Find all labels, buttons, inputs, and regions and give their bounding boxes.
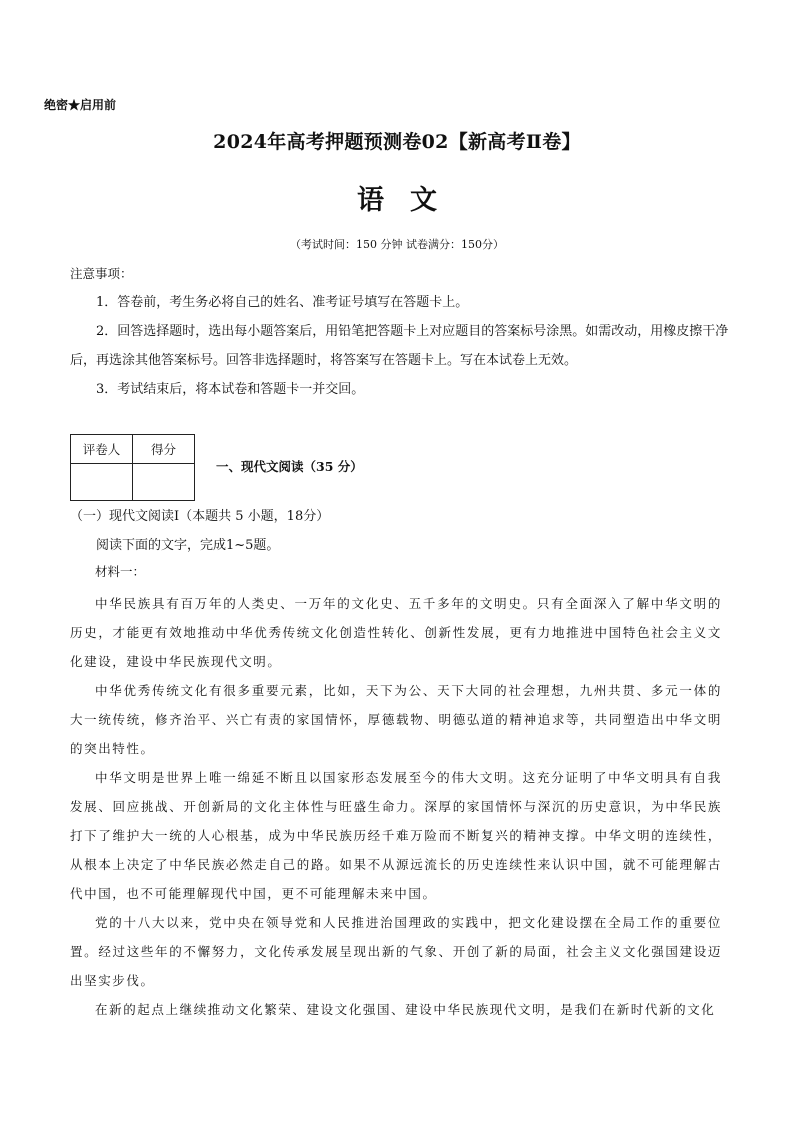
exam-info: （考试时间：150 分钟 试卷满分：150分）: [290, 238, 504, 251]
grader-header: 评卷人: [71, 435, 133, 464]
notice-title: 注意事项：: [70, 266, 133, 281]
reading-instruction: 阅读下面的文字，完成1~5题。: [96, 538, 280, 553]
part-title: （一）现代文阅读Ⅰ（本题共 5 小题，18分）: [70, 509, 330, 524]
material-paragraph: 党的十八大以来，党中央在领导党和人民推进治国理政的实践中，把文化建设摆在全局工作的重要位置。经过这些年的不懈努力，文化传承发展呈现出新的气象、开创了新的局面，社会主义文化强国建设迈出坚实步伐。: [70, 915, 722, 988]
subject-title: 语文: [357, 185, 463, 216]
exam-title: 2024年高考押题预测卷02【新高考Ⅱ卷】: [213, 131, 581, 153]
notice-item-1: 1．答卷前，考生务必将自己的姓名、准考证号填写在答题卡上。: [96, 295, 469, 310]
material-paragraph: 中华优秀传统文化有很多重要元素，比如，天下为公、天下大同的社会理想，九州共贯、多元一体的大一统传统，修齐治平、兴亡有责的家国情怀，厚德载物、明德弘道的精神追求等，共同塑造出中华文明的突出特性。: [70, 683, 722, 756]
material-paragraph: 在新的起点上继续推动文化繁荣、建设文化强国、建设中华民族现代文明，是我们在新时代新的文化: [95, 1002, 716, 1017]
grader-cell: [71, 464, 133, 501]
material-label: 材料一：: [95, 564, 146, 579]
confidential-label: 绝密★启用前: [44, 98, 117, 112]
section-title: 一、现代文阅读（35 分）: [216, 459, 363, 474]
score-header: 得分: [133, 435, 195, 464]
score-cell: [133, 464, 195, 501]
notice-item-2: 2．回答选择题时，选出每小题答案后，用铅笔把答题卡上对应题目的答案标号涂黑。如需改动，用橡皮擦干净后，再选涂其他答案标号。回答非选择题时，将答案写在答题卡上。写在本试卷上无效。: [70, 324, 729, 368]
material-paragraph: 中华民族具有百万年的人类史、一万年的文化史、五千多年的文明史。只有全面深入了解中华文明的历史，才能更有效地推动中华优秀传统文化创造性转化、创新性发展，更有力地推进中国特色社会主义文化建设，建设中华民族现代文明。: [70, 596, 722, 669]
score-table: [70, 434, 195, 501]
material-paragraph: 中华文明是世界上唯一绵延不断且以国家形态发展至今的伟大文明。这充分证明了中华文明具有自我发展、回应挑战、开创新局的文化主体性与旺盛生命力。深厚的家国情怀与深沉的历史意识，为中华民族打下了维护大一统的人心根基，成为中华民族历经千难万险而不断复兴的精神支撑。中华文明的连续性，从根本上决定了中华民族必然走自己的路。如果不从源远流长的历史连续性来认识中国，就不可能理解古代中国，也不可能理解现代中国，更不可能理解未来中国。: [70, 770, 722, 901]
notice-item-3: 3．考试结束后，将本试卷和答题卡一并交回。: [96, 382, 365, 397]
